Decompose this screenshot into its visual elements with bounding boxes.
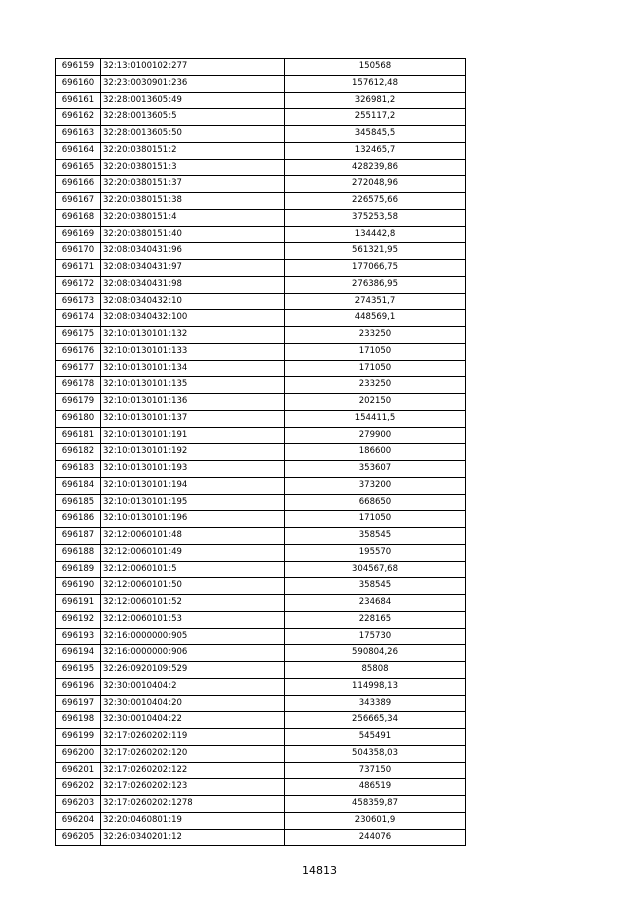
value-cell: 157612,48 <box>285 75 466 92</box>
row-number-cell: 696168 <box>56 209 101 226</box>
table-body <box>56 59 466 846</box>
value-cell: 504358,03 <box>285 745 466 762</box>
table-row <box>56 829 466 846</box>
table-row <box>56 293 466 310</box>
table-row <box>56 260 466 277</box>
cadastral-number-cell: 32:17:0260202:120 <box>101 745 285 762</box>
table-row <box>56 762 466 779</box>
cadastral-number-cell: 32:08:0340432:100 <box>101 310 285 327</box>
table-row <box>56 343 466 360</box>
row-number-cell: 696166 <box>56 176 101 193</box>
cadastral-number-cell: 32:08:0340431:98 <box>101 276 285 293</box>
table-row <box>56 59 466 76</box>
row-number-cell: 696169 <box>56 226 101 243</box>
cadastral-number-cell: 32:10:0130101:196 <box>101 511 285 528</box>
value-cell: 590804,26 <box>285 645 466 662</box>
table-row <box>56 444 466 461</box>
value-cell: 226575,66 <box>285 193 466 210</box>
row-number-cell: 696165 <box>56 159 101 176</box>
table-row <box>56 360 466 377</box>
table-row <box>56 511 466 528</box>
value-cell: 545491 <box>285 729 466 746</box>
table-row <box>56 377 466 394</box>
table-row <box>56 678 466 695</box>
row-number-cell: 696201 <box>56 762 101 779</box>
table-row <box>56 695 466 712</box>
value-cell: 428239,86 <box>285 159 466 176</box>
value-cell: 195570 <box>285 544 466 561</box>
cadastral-number-cell: 32:10:0130101:195 <box>101 494 285 511</box>
row-number-cell: 696162 <box>56 109 101 126</box>
row-number-cell: 696194 <box>56 645 101 662</box>
value-cell: 154411,5 <box>285 410 466 427</box>
value-cell: 114998,13 <box>285 678 466 695</box>
cadastral-number-cell: 32:17:0260202:122 <box>101 762 285 779</box>
row-number-cell: 696159 <box>56 59 101 76</box>
value-cell: 256665,34 <box>285 712 466 729</box>
cadastral-number-cell: 32:10:0130101:135 <box>101 377 285 394</box>
row-number-cell: 696172 <box>56 276 101 293</box>
row-number-cell: 696200 <box>56 745 101 762</box>
cadastral-number-cell: 32:26:0340201:12 <box>101 829 285 846</box>
table-row <box>56 779 466 796</box>
value-cell: 343389 <box>285 695 466 712</box>
row-number-cell: 696164 <box>56 142 101 159</box>
table-row <box>56 745 466 762</box>
row-number-cell: 696175 <box>56 327 101 344</box>
value-cell: 186600 <box>285 444 466 461</box>
table-row <box>56 159 466 176</box>
table-row <box>56 796 466 813</box>
row-number-cell: 696203 <box>56 796 101 813</box>
row-number-cell: 696191 <box>56 595 101 612</box>
row-number-cell: 696174 <box>56 310 101 327</box>
row-number-cell: 696160 <box>56 75 101 92</box>
cadastral-number-cell: 32:16:0000000:906 <box>101 645 285 662</box>
row-number-cell: 696180 <box>56 410 101 427</box>
row-number-cell: 696196 <box>56 678 101 695</box>
row-number-cell: 696170 <box>56 243 101 260</box>
row-number-cell: 696198 <box>56 712 101 729</box>
value-cell: 244076 <box>285 829 466 846</box>
value-cell: 326981,2 <box>285 92 466 109</box>
table-row <box>56 193 466 210</box>
value-cell: 345845,5 <box>285 126 466 143</box>
value-cell: 132465,7 <box>285 142 466 159</box>
table-row <box>56 812 466 829</box>
table-row <box>56 578 466 595</box>
row-number-cell: 696193 <box>56 628 101 645</box>
cadastral-number-cell: 32:12:0060101:52 <box>101 595 285 612</box>
value-cell: 134442,8 <box>285 226 466 243</box>
table-row <box>56 75 466 92</box>
table-row <box>56 92 466 109</box>
table-row <box>56 611 466 628</box>
row-number-cell: 696184 <box>56 477 101 494</box>
cadastral-number-cell: 32:28:0013605:50 <box>101 126 285 143</box>
cadastral-number-cell: 32:28:0013605:49 <box>101 92 285 109</box>
row-number-cell: 696204 <box>56 812 101 829</box>
table-row <box>56 243 466 260</box>
table-row <box>56 109 466 126</box>
cadastral-number-cell: 32:30:0010404:2 <box>101 678 285 695</box>
table-row <box>56 226 466 243</box>
value-cell: 373200 <box>285 477 466 494</box>
cadastral-number-cell: 32:10:0130101:193 <box>101 461 285 478</box>
cadastral-number-cell: 32:12:0060101:5 <box>101 561 285 578</box>
cadastral-number-cell: 32:10:0130101:194 <box>101 477 285 494</box>
row-number-cell: 696176 <box>56 343 101 360</box>
row-number-cell: 696199 <box>56 729 101 746</box>
value-cell: 233250 <box>285 377 466 394</box>
row-number-cell: 696205 <box>56 829 101 846</box>
row-number-cell: 696171 <box>56 260 101 277</box>
cadastral-number-cell: 32:10:0130101:192 <box>101 444 285 461</box>
row-number-cell: 696190 <box>56 578 101 595</box>
value-cell: 375253,58 <box>285 209 466 226</box>
table-row <box>56 410 466 427</box>
cadastral-number-cell: 32:20:0380151:38 <box>101 193 285 210</box>
cadastral-number-cell: 32:23:0030901:236 <box>101 75 285 92</box>
table-row <box>56 544 466 561</box>
table-row <box>56 276 466 293</box>
value-cell: 233250 <box>285 327 466 344</box>
cadastral-number-cell: 32:17:0260202:123 <box>101 779 285 796</box>
cadastral-number-cell: 32:20:0460801:19 <box>101 812 285 829</box>
table-row <box>56 645 466 662</box>
cadastral-number-cell: 32:10:0130101:191 <box>101 427 285 444</box>
row-number-cell: 696192 <box>56 611 101 628</box>
table-row <box>56 461 466 478</box>
row-number-cell: 696195 <box>56 662 101 679</box>
cadastral-number-cell: 32:12:0060101:49 <box>101 544 285 561</box>
cadastral-number-cell: 32:10:0130101:134 <box>101 360 285 377</box>
row-number-cell: 696202 <box>56 779 101 796</box>
cadastral-number-cell: 32:08:0340431:97 <box>101 260 285 277</box>
cadastre-value-table <box>55 58 466 846</box>
cadastral-number-cell: 32:16:0000000:905 <box>101 628 285 645</box>
table-row <box>56 142 466 159</box>
row-number-cell: 696161 <box>56 92 101 109</box>
cadastral-number-cell: 32:30:0010404:20 <box>101 695 285 712</box>
row-number-cell: 696197 <box>56 695 101 712</box>
value-cell: 486519 <box>285 779 466 796</box>
cadastral-number-cell: 32:10:0130101:137 <box>101 410 285 427</box>
row-number-cell: 696185 <box>56 494 101 511</box>
table-row <box>56 662 466 679</box>
value-cell: 358545 <box>285 528 466 545</box>
cadastral-number-cell: 32:10:0130101:136 <box>101 394 285 411</box>
value-cell: 353607 <box>285 461 466 478</box>
cadastral-number-cell: 32:20:0380151:37 <box>101 176 285 193</box>
value-cell: 668650 <box>285 494 466 511</box>
row-number-cell: 696188 <box>56 544 101 561</box>
cadastral-number-cell: 32:30:0010404:22 <box>101 712 285 729</box>
cadastral-number-cell: 32:20:0380151:3 <box>101 159 285 176</box>
row-number-cell: 696182 <box>56 444 101 461</box>
table-row <box>56 176 466 193</box>
value-cell: 234684 <box>285 595 466 612</box>
table-row <box>56 394 466 411</box>
row-number-cell: 696173 <box>56 293 101 310</box>
cadastral-number-cell: 32:08:0340431:96 <box>101 243 285 260</box>
value-cell: 272048,96 <box>285 176 466 193</box>
table-row <box>56 729 466 746</box>
row-number-cell: 696187 <box>56 528 101 545</box>
value-cell: 230601,9 <box>285 812 466 829</box>
value-cell: 150568 <box>285 59 466 76</box>
cadastral-number-cell: 32:13:0100102:277 <box>101 59 285 76</box>
value-cell: 448569,1 <box>285 310 466 327</box>
cadastral-number-cell: 32:17:0260202:119 <box>101 729 285 746</box>
cadastral-number-cell: 32:20:0380151:40 <box>101 226 285 243</box>
value-cell: 561321,95 <box>285 243 466 260</box>
row-number-cell: 696179 <box>56 394 101 411</box>
table-row <box>56 561 466 578</box>
value-cell: 171050 <box>285 343 466 360</box>
cadastral-number-cell: 32:28:0013605:5 <box>101 109 285 126</box>
table-row <box>56 712 466 729</box>
table-row <box>56 310 466 327</box>
row-number-cell: 696178 <box>56 377 101 394</box>
cadastral-number-cell: 32:26:0920109:529 <box>101 662 285 679</box>
cadastral-number-cell: 32:12:0060101:53 <box>101 611 285 628</box>
value-cell: 458359,87 <box>285 796 466 813</box>
value-cell: 177066,75 <box>285 260 466 277</box>
value-cell: 358545 <box>285 578 466 595</box>
table-row <box>56 494 466 511</box>
cadastral-number-cell: 32:08:0340432:10 <box>101 293 285 310</box>
row-number-cell: 696189 <box>56 561 101 578</box>
cadastral-number-cell: 32:17:0260202:1278 <box>101 796 285 813</box>
value-cell: 85808 <box>285 662 466 679</box>
page-number: 14813 <box>302 864 337 877</box>
value-cell: 279900 <box>285 427 466 444</box>
value-cell: 171050 <box>285 511 466 528</box>
table-row <box>56 628 466 645</box>
row-number-cell: 696181 <box>56 427 101 444</box>
row-number-cell: 696163 <box>56 126 101 143</box>
table-row <box>56 427 466 444</box>
table-row <box>56 209 466 226</box>
value-cell: 255117,2 <box>285 109 466 126</box>
value-cell: 737150 <box>285 762 466 779</box>
value-cell: 276386,95 <box>285 276 466 293</box>
cadastral-number-cell: 32:20:0380151:2 <box>101 142 285 159</box>
value-cell: 304567,68 <box>285 561 466 578</box>
table-row <box>56 126 466 143</box>
value-cell: 228165 <box>285 611 466 628</box>
row-number-cell: 696177 <box>56 360 101 377</box>
cadastral-number-cell: 32:10:0130101:132 <box>101 327 285 344</box>
cadastral-number-cell: 32:20:0380151:4 <box>101 209 285 226</box>
table-row <box>56 327 466 344</box>
table-row <box>56 595 466 612</box>
cadastral-number-cell: 32:12:0060101:48 <box>101 528 285 545</box>
value-cell: 202150 <box>285 394 466 411</box>
table-row <box>56 477 466 494</box>
row-number-cell: 696183 <box>56 461 101 478</box>
row-number-cell: 696186 <box>56 511 101 528</box>
cadastral-number-cell: 32:10:0130101:133 <box>101 343 285 360</box>
row-number-cell: 696167 <box>56 193 101 210</box>
value-cell: 274351,7 <box>285 293 466 310</box>
value-cell: 175730 <box>285 628 466 645</box>
table-row <box>56 528 466 545</box>
value-cell: 171050 <box>285 360 466 377</box>
cadastral-number-cell: 32:12:0060101:50 <box>101 578 285 595</box>
